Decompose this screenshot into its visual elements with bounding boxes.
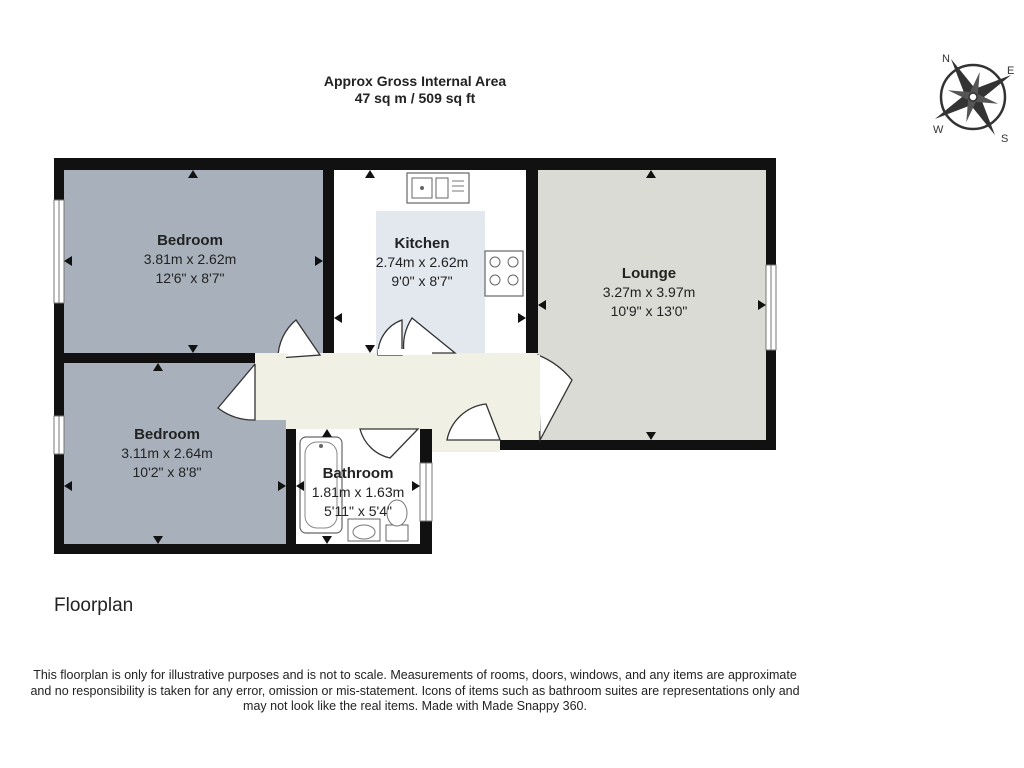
room-name: Bathroom bbox=[322, 465, 394, 482]
room-name: Lounge bbox=[621, 265, 677, 282]
room-size-imperial: 12'6" x 8'7" bbox=[155, 270, 225, 286]
disclaimer bbox=[0, 668, 830, 715]
room-size-imperial: 5'11" x 5'4" bbox=[324, 503, 392, 519]
room-label-bedroom1 bbox=[100, 231, 280, 288]
room-label-bathroom bbox=[298, 464, 418, 521]
room-size-metric: 2.74m x 2.62m bbox=[375, 254, 469, 270]
compass-n: N bbox=[942, 53, 950, 65]
room-label-lounge bbox=[559, 264, 739, 321]
compass-e: E bbox=[1007, 65, 1015, 77]
room-name: Kitchen bbox=[394, 235, 450, 252]
compass-w: W bbox=[933, 124, 944, 136]
room-name: Bedroom bbox=[157, 232, 223, 249]
room-name: Bedroom bbox=[134, 426, 200, 443]
area-title-line2: 47 sq m / 509 sq ft bbox=[354, 90, 476, 106]
room-size-imperial: 10'9" x 13'0" bbox=[610, 303, 688, 319]
room-label-kitchen bbox=[332, 234, 512, 291]
sink-icon bbox=[407, 173, 469, 203]
room-size-metric: 3.27m x 3.97m bbox=[602, 284, 696, 300]
disclaimer-line3: may not look like the real items. Made with Made Snappy 360. bbox=[243, 699, 587, 713]
room-size-imperial: 10'2" x 8'8" bbox=[132, 464, 202, 480]
room-size-imperial: 9'0" x 8'7" bbox=[391, 273, 453, 289]
room-size-metric: 1.81m x 1.63m bbox=[311, 484, 405, 500]
disclaimer-line2: and no responsibility is taken for any error, omission or mis-statement. Icons of items such as bathroom suites are representations only and bbox=[30, 683, 800, 698]
room-size-metric: 3.81m x 2.62m bbox=[143, 251, 237, 267]
room-size-metric: 3.11m x 2.64m bbox=[121, 445, 213, 461]
disclaimer-line1: This floorplan is only for illustrative purposes and is not to scale. Measurements of rooms, doors, windows, and any items are approximate bbox=[33, 668, 797, 682]
floorplan-label: Floorplan bbox=[54, 595, 134, 616]
area-title-line1: Approx Gross Internal Area bbox=[323, 73, 507, 89]
compass-icon bbox=[913, 37, 1024, 157]
basin-icon bbox=[348, 519, 380, 541]
compass-s: S bbox=[1001, 133, 1009, 145]
room-label-bedroom2 bbox=[77, 425, 257, 482]
